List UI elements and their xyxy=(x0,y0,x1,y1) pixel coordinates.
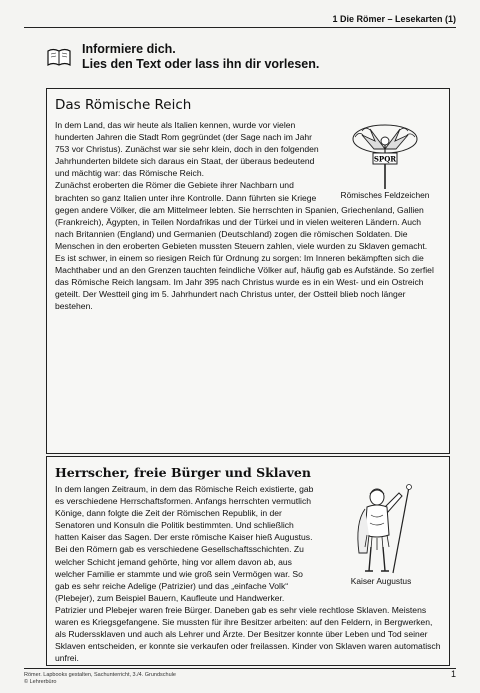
header-divider xyxy=(24,27,456,28)
standard-plaque-label: SPQR xyxy=(373,154,397,164)
instruction-block xyxy=(46,42,319,75)
card-body xyxy=(55,119,441,313)
paragraph: Bei den Römern gab es verschiedene Gesellschaftsschichten. Zu welcher Schicht jemand gehörte, hing vor allem davon ab, aus welcher Familie er stammte und wie groß sein Vermögen war. So gab es sehr reiche Adelige (Patrizier) und das „einfache Volk“ (Plebejer), zum Beispiel Bauern, Kaufleute und Handwerker. xyxy=(55,544,304,603)
footer-line-1: Römer. Lapbooks gestalten, Sachunterricht, 3./4. Grundschule xyxy=(24,672,176,678)
instruction-line-2: Lies den Text oder lass ihn dir vorlesen. xyxy=(82,57,320,71)
card-title: Herrscher, freie Bürger und Sklaven xyxy=(55,465,311,480)
reading-card-society xyxy=(46,456,450,666)
paragraph: Es ist schwer, in einem so riesigen Reich für Ordnung zu sorgen: Im Inneren bekämpften sich die Machthaber und an den Grenzen tauchten feindliche Völker auf, häufig gab es Aufstände. So zerfiel das Römische Reich langsam. Im Jahr 395 nach Christus wurde es in ein West- und ein Ostreich geteilt. Der Westteil ging im 5. Jahrhundert nach Christus unter, der Ostteil blieb noch länger bestehen. xyxy=(55,253,434,312)
image-caption: Kaiser Augustus xyxy=(350,576,412,586)
footer-divider xyxy=(24,668,456,669)
eagle-standard-icon xyxy=(340,119,430,189)
paragraph: In dem langen Zeitraum, in dem das Römische Reich existierte, gab es verschiedene Herrschaftsformen. Anfangs herrschten vermutlich Könige, dann folgte die Zeit der Römischen Republik, in der Senatoren und Konsuln die Politik bestimmten. Und schließlich hatten Kaiser das Sagen. Der erste römische Kaiser hieß Augustus. xyxy=(55,484,314,543)
page-number: 1 xyxy=(450,669,456,679)
paragraph: Zunächst eroberten die Römer die Gebiete ihrer Nachbarn und brachten so ganz Italien unter ihre Kontrolle. Dann führten sie Kriege gegen andere Völker, die am Mittelmeer lebten. Sie herrschten in Spanien, Griechenland, Gallien (Frankreich), Ägypten, in Teilen Nordafrikas und der Türkei und in vielen weiteren Ländern. Auch nach Britannien (England) und Germanien (Deutschland) zogen die römischen Soldaten. Die Menschen in den eroberten Gebieten mussten Steuern zahlen, viele wurden zu Sklaven gemacht. xyxy=(55,180,428,251)
footer-credits xyxy=(24,672,176,686)
card-body xyxy=(55,483,441,664)
emperor-statue-icon xyxy=(341,483,421,575)
instruction-line-1: Informiere dich. xyxy=(82,42,176,56)
page-header-title: 1 Die Römer – Lesekarten (1) xyxy=(332,14,456,24)
footer-line-2: © Lehrerbüro xyxy=(24,679,57,685)
book-icon xyxy=(46,42,72,75)
card-title: Das Römische Reich xyxy=(55,97,192,113)
image-caption: Römisches Feldzeichen xyxy=(340,190,430,200)
paragraph: In dem Land, das wir heute als Italien kennen, wurde vor vielen hunderten Jahren die Stadt Rom gegründet (der Sage nach im Jahr 753 vor Christus). Zunächst war sie sehr klein, doch in den folgenden Jahrhunderten bildete sich daraus ein Staat, der überaus bedeutend und mächtig war: das Römische Reich. xyxy=(55,120,319,179)
standard-illustration xyxy=(329,119,441,201)
augustus-illustration xyxy=(321,483,441,587)
reading-card-roman-empire xyxy=(46,88,450,454)
paragraph: Patrizier und Plebejer waren freie Bürger. Daneben gab es sehr viele rechtlose Sklaven. Meistens waren es Kriegsgefangene. Sie mussten für ihre Besitzer arbeiten: auf den Feldern, in Bergwerken, als Ruderssklaven und auch als Lehrer und Ärzte. Der Besitzer konnte über Leben und Tod seiner Sklaven entscheiden, er konnte sie verkaufen oder freilassen. Kinder von Sklaven waren automatisch unfrei. xyxy=(55,604,441,664)
